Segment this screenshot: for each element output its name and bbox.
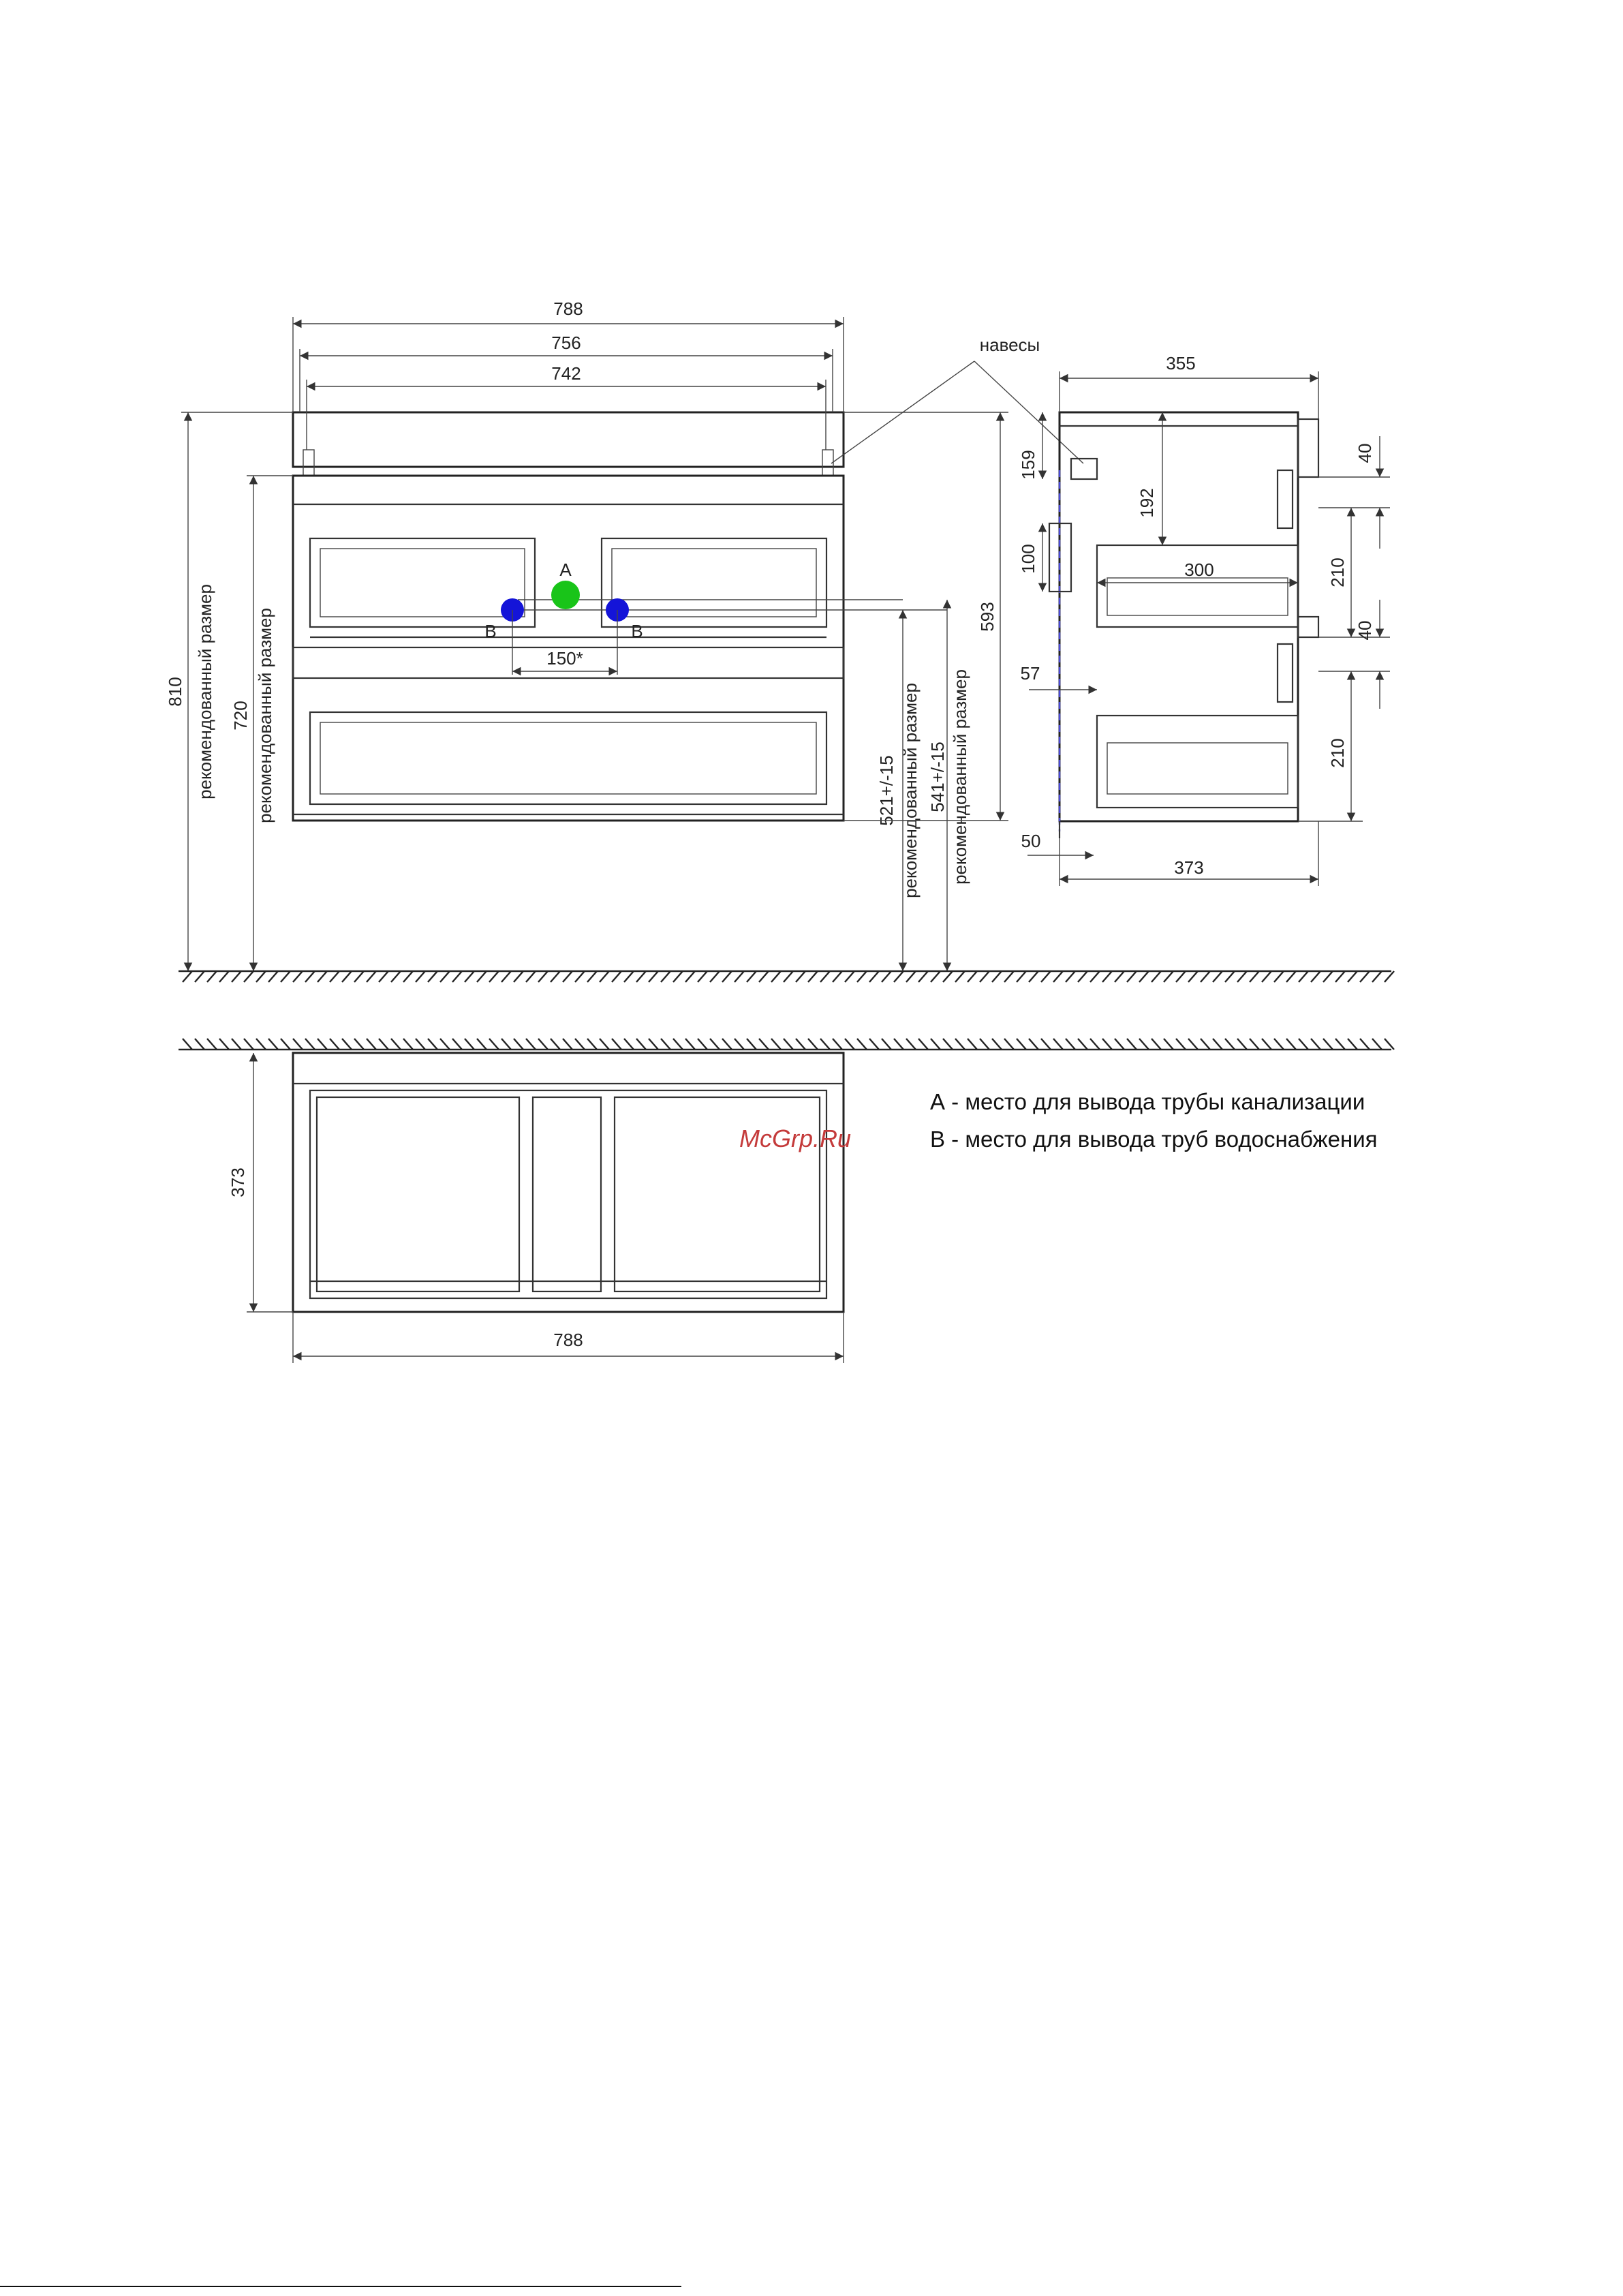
hatch-tick bbox=[1115, 971, 1124, 982]
hatch-tick bbox=[1164, 1039, 1173, 1050]
hatch-tick bbox=[1017, 971, 1026, 982]
hatch-tick bbox=[551, 1039, 560, 1050]
hatch-tick bbox=[1041, 1039, 1051, 1050]
hatch-tick bbox=[931, 971, 940, 982]
dim-side-back-offset: 57 bbox=[1020, 663, 1040, 684]
dim-top-depth: 373 bbox=[228, 1167, 248, 1197]
hatch-tick bbox=[379, 971, 388, 982]
front-countertop bbox=[293, 412, 844, 467]
hatch-tick bbox=[330, 971, 339, 982]
hatch-tick bbox=[1299, 971, 1308, 982]
hatch-tick bbox=[685, 971, 695, 982]
hatch-tick bbox=[869, 971, 879, 982]
dim-side-hanger-offset: 159 bbox=[1018, 450, 1038, 480]
top-drawer-left bbox=[317, 1097, 519, 1291]
hatch-tick bbox=[882, 1039, 891, 1050]
hatch-tick bbox=[1053, 1039, 1063, 1050]
label-recommended-overall: рекомендованный размер bbox=[195, 584, 215, 799]
hatch-tick bbox=[955, 971, 965, 982]
dim-handle-height-2: 40 bbox=[1355, 620, 1375, 641]
hatch-tick bbox=[845, 1039, 854, 1050]
hatch-tick bbox=[1164, 971, 1173, 982]
hatch-tick bbox=[1151, 971, 1161, 982]
hatch-tick bbox=[906, 971, 916, 982]
hatch-tick bbox=[600, 971, 609, 982]
hatch-tick bbox=[1201, 971, 1210, 982]
hatch-tick bbox=[735, 971, 744, 982]
hatch-tick bbox=[992, 971, 1002, 982]
hatch-tick bbox=[759, 1039, 769, 1050]
hatch-tick bbox=[551, 971, 560, 982]
hatch-tick bbox=[931, 1039, 940, 1050]
hatch-tick bbox=[1053, 971, 1063, 982]
hatch-tick bbox=[1299, 1039, 1308, 1050]
hatch-tick bbox=[1115, 1039, 1124, 1050]
hatch-tick bbox=[1274, 1039, 1284, 1050]
hatch-tick bbox=[219, 1039, 229, 1050]
hatch-tick bbox=[771, 971, 781, 982]
hatch-tick bbox=[538, 1039, 548, 1050]
top-view bbox=[179, 1039, 1394, 1363]
hatch-tick bbox=[1335, 971, 1345, 982]
label-point-a: A bbox=[559, 560, 572, 580]
hatch-tick bbox=[575, 1039, 585, 1050]
dim-handle-height-1: 40 bbox=[1355, 443, 1375, 463]
hatch-tick bbox=[612, 1039, 621, 1050]
hatch-tick bbox=[968, 971, 977, 982]
hatch-tick bbox=[318, 1039, 327, 1050]
hatch-tick bbox=[1311, 971, 1320, 982]
hatch-tick bbox=[268, 971, 278, 982]
hatch-tick bbox=[1176, 1039, 1186, 1050]
hatch-tick bbox=[1250, 971, 1259, 982]
hatch-tick bbox=[1139, 971, 1149, 982]
upper-drawer-left bbox=[310, 538, 535, 627]
hatch-tick bbox=[661, 971, 670, 982]
dim-front-width-total: 788 bbox=[553, 299, 583, 319]
hatch-tick bbox=[342, 971, 352, 982]
hatch-tick bbox=[440, 1039, 450, 1050]
hatch-tick bbox=[1286, 971, 1296, 982]
hatch-tick bbox=[195, 1039, 204, 1050]
hatch-tick bbox=[624, 1039, 634, 1050]
hatch-tick bbox=[391, 1039, 401, 1050]
hatch-tick bbox=[477, 971, 486, 982]
hatch-tick bbox=[305, 971, 315, 982]
hatch-tick bbox=[183, 971, 192, 982]
hatch-tick bbox=[391, 971, 401, 982]
hatch-tick bbox=[403, 1039, 413, 1050]
hatch-tick bbox=[342, 1039, 352, 1050]
side-cabinet bbox=[1060, 412, 1298, 821]
hatch-tick bbox=[183, 1039, 192, 1050]
hatch-tick bbox=[1127, 1039, 1137, 1050]
hatch-tick bbox=[906, 1039, 916, 1050]
hatch-tick bbox=[1004, 1039, 1014, 1050]
label-recommended-outlet-a: рекомендованный размер bbox=[900, 683, 921, 898]
hatch-tick bbox=[943, 1039, 953, 1050]
hatch-tick bbox=[1262, 971, 1271, 982]
hatch-tick bbox=[636, 1039, 646, 1050]
hatch-tick bbox=[759, 971, 769, 982]
hatch-tick bbox=[1323, 971, 1333, 982]
front-view bbox=[165, 299, 1083, 971]
hatch-tick bbox=[452, 971, 462, 982]
hatch-tick bbox=[1102, 971, 1112, 982]
hatch-tick bbox=[428, 1039, 437, 1050]
side-handle-lower bbox=[1278, 644, 1293, 702]
hatch-tick bbox=[600, 1039, 609, 1050]
hatch-tick bbox=[1139, 1039, 1149, 1050]
hatch-tick bbox=[1017, 1039, 1026, 1050]
floor-hatch bbox=[179, 971, 1394, 982]
hatch-tick bbox=[955, 1039, 965, 1050]
hatch-tick bbox=[293, 1039, 303, 1050]
dim-side-top-to-drawer: 192 bbox=[1137, 488, 1157, 518]
dim-side-depth-top: 355 bbox=[1166, 353, 1196, 373]
hatch-tick bbox=[452, 1039, 462, 1050]
upper-drawer-right bbox=[602, 538, 826, 627]
legend-item-a: А - место для вывода трубы канализации bbox=[930, 1089, 1365, 1114]
watermark: McGrp.Ru bbox=[739, 1124, 852, 1152]
hatch-tick bbox=[1225, 971, 1235, 982]
hatch-tick bbox=[980, 971, 989, 982]
dim-drawer-height-2: 210 bbox=[1327, 738, 1348, 768]
hatch-tick bbox=[367, 1039, 376, 1050]
hatch-tick bbox=[1348, 971, 1357, 982]
hatch-tick bbox=[1360, 1039, 1370, 1050]
hatch-tick bbox=[501, 1039, 511, 1050]
hatch-tick bbox=[869, 1039, 879, 1050]
hatch-tick bbox=[1004, 971, 1014, 982]
drain-point-a bbox=[551, 581, 580, 609]
hatch-tick bbox=[771, 1039, 781, 1050]
dim-outlet-a-height: 521+/-15 bbox=[876, 755, 897, 826]
hatch-tick bbox=[501, 971, 511, 982]
hatch-tick bbox=[256, 1039, 266, 1050]
hatch-tick bbox=[244, 971, 253, 982]
hatch-tick bbox=[514, 971, 523, 982]
dim-side-bottom-offset: 50 bbox=[1021, 831, 1041, 851]
hatch-tick bbox=[722, 1039, 732, 1050]
hatch-tick bbox=[195, 971, 204, 982]
hatch-tick bbox=[698, 971, 707, 982]
hatch-tick bbox=[1066, 971, 1075, 982]
hatch-tick bbox=[207, 971, 217, 982]
label-hangers: навесы bbox=[979, 335, 1040, 355]
hatch-tick bbox=[232, 971, 241, 982]
dim-cabinet-height: 593 bbox=[977, 602, 998, 632]
hatch-tick bbox=[244, 1039, 253, 1050]
hatch-tick bbox=[1360, 971, 1370, 982]
hatch-tick bbox=[968, 1039, 977, 1050]
hatch-tick bbox=[1385, 971, 1394, 982]
label-point-b-left: B bbox=[484, 621, 497, 641]
hatch-tick bbox=[820, 971, 830, 982]
dim-side-depth-total: 373 bbox=[1174, 857, 1204, 878]
dim-overall-height: 810 bbox=[165, 677, 185, 707]
hatch-tick bbox=[649, 1039, 658, 1050]
hatch-tick bbox=[1323, 1039, 1333, 1050]
hatch-tick bbox=[514, 1039, 523, 1050]
dim-side-hanger-height: 100 bbox=[1018, 544, 1038, 574]
hanger-left bbox=[303, 450, 314, 476]
hatch-tick bbox=[1066, 1039, 1075, 1050]
side-upper-drawer bbox=[1097, 545, 1298, 627]
hatch-tick bbox=[281, 971, 290, 982]
top-drawer-middle bbox=[533, 1097, 601, 1291]
dim-side-drawer-depth: 300 bbox=[1184, 560, 1214, 580]
hatch-tick bbox=[710, 1039, 720, 1050]
hatch-tick bbox=[1127, 971, 1137, 982]
hatch-tick bbox=[857, 1039, 867, 1050]
hatch-tick bbox=[219, 971, 229, 982]
side-view bbox=[1018, 353, 1390, 886]
hatch-tick bbox=[1385, 1039, 1394, 1050]
hatch-tick bbox=[1041, 971, 1051, 982]
hatch-tick bbox=[354, 971, 364, 982]
hatch-tick bbox=[710, 971, 720, 982]
dim-pipe-spacing: 150* bbox=[546, 648, 583, 669]
hatch-tick bbox=[318, 971, 327, 982]
hatch-tick bbox=[1237, 971, 1247, 982]
label-point-b-right: B bbox=[631, 621, 643, 641]
lower-drawer bbox=[310, 712, 826, 804]
hatch-tick bbox=[918, 1039, 928, 1050]
hatch-tick bbox=[747, 1039, 756, 1050]
hatch-tick bbox=[232, 1039, 241, 1050]
hatch-tick bbox=[833, 971, 842, 982]
hatch-tick bbox=[992, 1039, 1002, 1050]
hatch-tick bbox=[1102, 1039, 1112, 1050]
hatch-tick bbox=[477, 1039, 486, 1050]
hatch-tick bbox=[1090, 971, 1100, 982]
side-handle-upper bbox=[1278, 470, 1293, 528]
hatch-tick bbox=[354, 1039, 364, 1050]
hatch-tick bbox=[416, 1039, 425, 1050]
hatch-tick bbox=[636, 971, 646, 982]
hatch-tick bbox=[784, 971, 793, 982]
hatch-tick bbox=[1348, 1039, 1357, 1050]
hatch-tick bbox=[1274, 971, 1284, 982]
hatch-tick bbox=[698, 1039, 707, 1050]
hatch-tick bbox=[1213, 971, 1222, 982]
hatch-tick bbox=[685, 1039, 695, 1050]
hatch-tick bbox=[256, 971, 266, 982]
hatch-tick bbox=[403, 971, 413, 982]
legend-item-b: В - место для вывода труб водоснабжения bbox=[930, 1127, 1378, 1152]
hatch-tick bbox=[1151, 1039, 1161, 1050]
hatch-tick bbox=[526, 1039, 536, 1050]
hatch-tick bbox=[808, 971, 818, 982]
hatch-tick bbox=[1188, 1039, 1198, 1050]
hatch-tick bbox=[330, 1039, 339, 1050]
hatch-tick bbox=[538, 971, 548, 982]
hatch-tick bbox=[1372, 971, 1382, 982]
hatch-tick bbox=[367, 971, 376, 982]
hatch-tick bbox=[1237, 1039, 1247, 1050]
hatch-tick bbox=[747, 971, 756, 982]
hatch-tick bbox=[489, 971, 499, 982]
hatch-tick bbox=[943, 971, 953, 982]
hatch-tick bbox=[428, 971, 437, 982]
hatch-tick bbox=[796, 1039, 805, 1050]
hatch-tick bbox=[563, 971, 572, 982]
hatch-tick bbox=[784, 1039, 793, 1050]
hatch-tick bbox=[808, 1039, 818, 1050]
hatch-tick bbox=[882, 971, 891, 982]
hatch-tick bbox=[1029, 1039, 1038, 1050]
hatch-tick bbox=[894, 971, 903, 982]
hatch-tick bbox=[1262, 1039, 1271, 1050]
hatch-tick bbox=[379, 1039, 388, 1050]
hatch-tick bbox=[1286, 1039, 1296, 1050]
hatch-tick bbox=[587, 1039, 597, 1050]
hatch-tick bbox=[575, 971, 585, 982]
hatch-tick bbox=[820, 1039, 830, 1050]
hatch-tick bbox=[673, 1039, 683, 1050]
hatch-tick bbox=[1176, 971, 1186, 982]
hatch-tick bbox=[1090, 1039, 1100, 1050]
hatch-tick bbox=[1078, 971, 1087, 982]
hatch-tick bbox=[305, 1039, 315, 1050]
hatch-tick bbox=[833, 1039, 842, 1050]
hatch-tick bbox=[1250, 1039, 1259, 1050]
hatch-tick bbox=[735, 1039, 744, 1050]
hatch-tick bbox=[1311, 1039, 1320, 1050]
hatch-tick bbox=[661, 1039, 670, 1050]
label-recommended-mount: рекомендованный размер bbox=[255, 608, 275, 823]
hatch-tick bbox=[526, 971, 536, 982]
hatch-tick bbox=[268, 1039, 278, 1050]
hatch-tick bbox=[281, 1039, 290, 1050]
hatch-tick bbox=[1372, 1039, 1382, 1050]
hatch-tick bbox=[722, 971, 732, 982]
dim-front-width-hangers: 742 bbox=[551, 363, 581, 384]
hatch-tick bbox=[440, 971, 450, 982]
dim-drawer-height-1: 210 bbox=[1327, 557, 1348, 587]
hatch-tick bbox=[894, 1039, 903, 1050]
label-recommended-outlet-b: рекомендованный размер bbox=[950, 669, 970, 885]
top-cabinet bbox=[293, 1053, 844, 1312]
hatch-tick bbox=[1029, 971, 1038, 982]
side-hanger bbox=[1071, 459, 1097, 479]
hatch-tick bbox=[207, 1039, 217, 1050]
hatch-tick bbox=[796, 971, 805, 982]
hatch-tick bbox=[673, 971, 683, 982]
hatch-tick bbox=[563, 1039, 572, 1050]
hatch-tick bbox=[1213, 1039, 1222, 1050]
hatch-tick bbox=[1225, 1039, 1235, 1050]
hatch-tick bbox=[587, 971, 597, 982]
dim-mount-height: 720 bbox=[230, 701, 251, 731]
hatch-tick bbox=[1201, 1039, 1210, 1050]
legend bbox=[930, 1089, 1378, 1152]
hatch-tick bbox=[980, 1039, 989, 1050]
hatch-tick bbox=[918, 971, 928, 982]
hatch-tick bbox=[612, 971, 621, 982]
hatch-tick bbox=[857, 971, 867, 982]
hatch-tick bbox=[465, 1039, 474, 1050]
hatch-tick bbox=[649, 971, 658, 982]
dim-outlet-b-height: 541+/-15 bbox=[927, 741, 948, 812]
hatch-tick bbox=[845, 971, 854, 982]
hatch-tick bbox=[465, 971, 474, 982]
hatch-tick bbox=[624, 971, 634, 982]
hatch-tick bbox=[293, 971, 303, 982]
dim-top-width: 788 bbox=[553, 1330, 583, 1350]
dim-front-width-inner: 756 bbox=[551, 333, 581, 353]
hatch-tick bbox=[489, 1039, 499, 1050]
hatch-tick bbox=[1188, 971, 1198, 982]
hatch-tick bbox=[1335, 1039, 1345, 1050]
hatch-tick bbox=[416, 971, 425, 982]
hatch-tick bbox=[1078, 1039, 1087, 1050]
